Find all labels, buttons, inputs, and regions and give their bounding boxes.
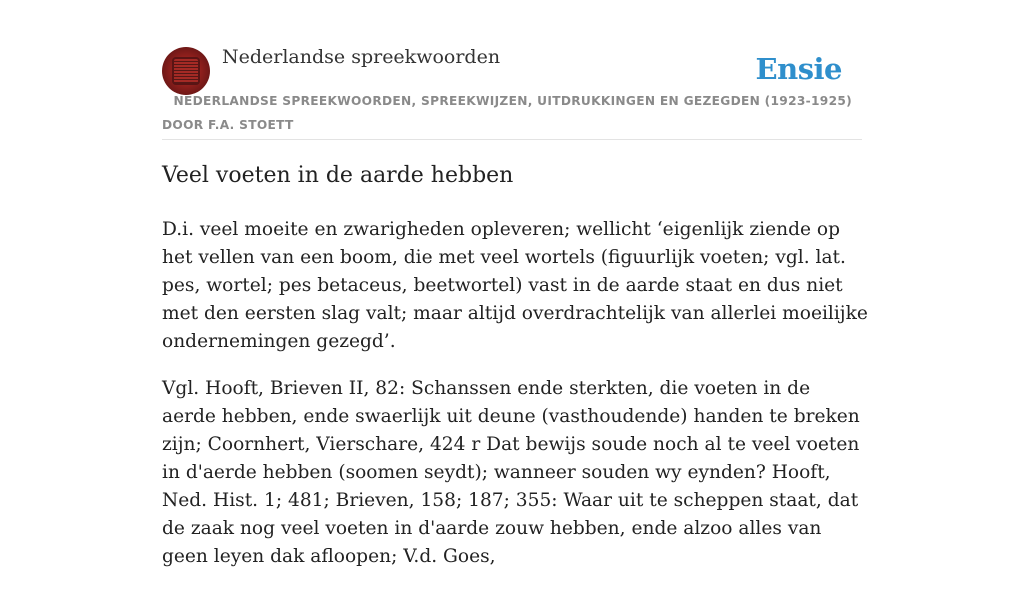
ensie-logo[interactable]: Ensie <box>755 52 842 86</box>
book-subtitle: NEDERLANDSE SPREEKWOORDEN, SPREEKWIJZEN, UITDRUKKINGEN EN GEZEGDEN (1923-1925) <box>173 94 852 108</box>
entry-title: Veel voeten in de aarde hebben <box>162 163 514 188</box>
header-divider <box>162 139 862 140</box>
entry-paragraph-1: D.i. veel moeite en zwarigheden opleveren; wellicht ‘eigenlijk ziende op het vellen van een boom, die met veel wortels (figuurlijk voeten; vgl. lat. pes, wortel; pes betaceus, beetwortel) vast in de aarde staat en dus niet met den eersten slag valt; maar altijd overdrachtelijk van allerlei moeilijke ondernemingen gezegd’. <box>162 219 868 352</box>
entry-paragraph-2: Vgl. Hooft, Brieven II, 82: Schanssen ende sterkten, die voeten in de aerde hebben, ende swaerlijk uit deune (vasthoudende) handen te breken zijn; Coornhert, Vierschare, 424 r Dat bewijs soude noch al te veel voeten in d'aerde hebben (soomen seydt); wanneer souden wy eynden? Hooft, Ned. Hist. 1; 481; Brieven, 158; 187; 355: Waar uit te scheppen staat, dat de zaak nog veel voeten in d'aarde zouw hebben, ende alzoo alles van geen leyen dak afloopen; V.d. Goes, <box>162 378 860 567</box>
book-author: DOOR F.A. STOETT <box>162 118 294 132</box>
book-cover-image <box>174 59 198 83</box>
book-cover-avatar[interactable] <box>162 47 210 95</box>
book-title-link[interactable]: Nederlandse spreekwoorden <box>222 46 501 68</box>
entry-body <box>162 216 868 590</box>
